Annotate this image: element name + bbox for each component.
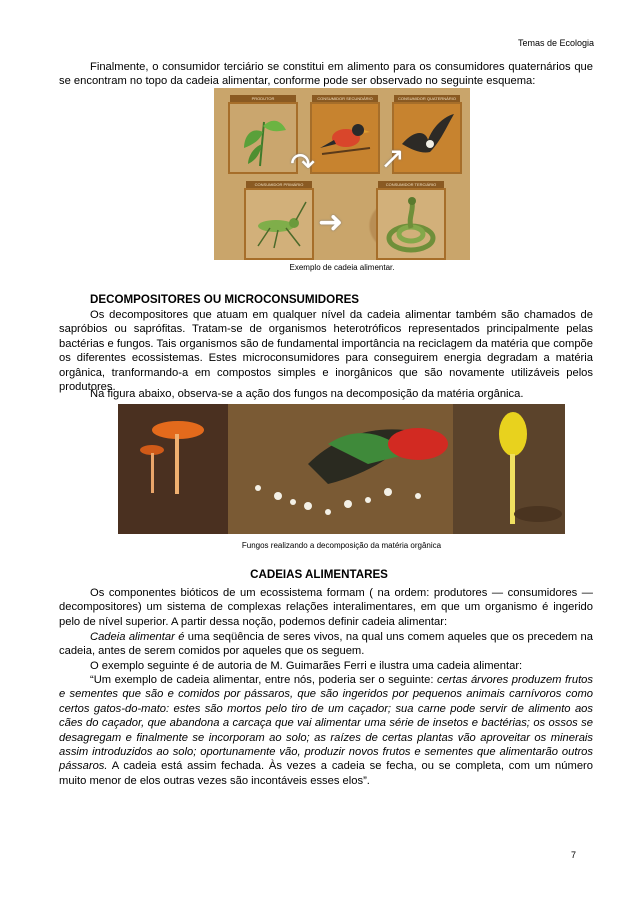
snake-icon — [378, 190, 444, 258]
producer-panel — [228, 96, 298, 174]
cadeia-term: Cadeia alimentar é — [90, 631, 185, 643]
quaternary-consumer-panel-label: CONSUMIDOR QUATERNÁRIO — [394, 95, 460, 102]
food-chain-figure — [214, 88, 470, 260]
producer-panel-label: PRODUTOR — [230, 95, 296, 102]
running-head: Temas de Ecologia — [517, 38, 594, 48]
section-heading-decompositores: DECOMPOSITORES OU MICROCONSUMIDORES — [90, 293, 360, 306]
figure2-caption: Fungos realizando a decomposição da matéria orgânica — [241, 541, 442, 550]
grasshopper-icon — [246, 190, 312, 258]
secondary-consumer-panel-label: CONSUMIDOR SECUNDÁRIO — [312, 95, 378, 102]
arrow-up-icon: ↗ — [380, 142, 406, 175]
primary-consumer-panel-label: CONSUMIDOR PRIMÁRIO — [246, 181, 312, 188]
secondary-consumer-panel — [310, 96, 380, 174]
fungi-illustration — [118, 404, 565, 534]
cadeia-definition: uma seqüência de seres vivos, na qual uns comem aqueles que os precedem na cadeia, antes de serem comidos por aqueles que os seguem. — [59, 631, 593, 658]
section-heading-cadeias: CADEIAS ALIMENTARES — [250, 568, 388, 581]
fungi-photo — [118, 404, 565, 534]
cadeia-definition-paragraph — [59, 630, 593, 659]
page-number: 7 — [571, 850, 577, 860]
tertiary-consumer-panel-label: CONSUMIDOR TERCIÁRIO — [378, 181, 444, 188]
cadeias-paragraph-1: Os componentes bióticos de um ecossistema formam ( na ordem: produtores — consumidores — decompositores) um sistema de complexas relações interalimentares, em que um organismo é ingerido pelo de nível superior. A partir dessa noção, podemos definir cadeia alimentar: — [59, 587, 593, 628]
arrow-right-icon: ↷ — [290, 148, 316, 181]
quote-italic: certas árvores produzem frutos e sementes que são e comidos por pássaros, que são ingeridos por pequenos animais carnívoros como certos gatos-do-mato: estes são mortos pelo tiro de um caçador; sua carne pode servir de alimento aos cães do caçador, que abandona a carcaça que vai alimentar uma série de insetos e bactérias; os ossos se desagregam e finalmente se incorporam ao solo; as raízes de certas plantas vão aproveitar os minerais assim introduzidos ao solo; oportunamente vão, produzir novos frutos e sementes que alimentarão outros pássaros. — [59, 674, 593, 773]
intro-paragraph: Finalmente, o consumidor terciário se constitui em alimento para os consumidores quaternários que se encontram no topo da cadeia alimentar, conforme pode ser observado no seguinte esquema: — [59, 61, 593, 88]
quote-end: A cadeia está assim fechada. Às vezes a cadeia se fecha, ou se completa, com um número muito menor de elos outras vezes são incontáveis esses elos”. — [59, 760, 593, 787]
quote-paragraph — [59, 673, 593, 788]
figure1-caption: Exemplo de cadeia alimentar. — [289, 263, 395, 272]
primary-consumer-panel — [244, 182, 314, 260]
example-intro-paragraph: O exemplo seguinte é de autoria de M. Guimarães Ferri e ilustra uma cadeia alimentar: — [90, 660, 523, 672]
fungi-intro-paragraph: Na figura abaixo, observa-se a ação dos fungos na decomposição da matéria orgânica. — [90, 388, 524, 400]
quote-start: “Um exemplo de cadeia alimentar, entre nós, poderia ser o seguinte: — [90, 674, 437, 686]
plant-icon — [230, 104, 296, 172]
tertiary-consumer-panel — [376, 182, 446, 260]
decompositores-paragraph: Os decompositores que atuam em qualquer nível da cadeia alimentar também são chamados de sapróbios ou saprófitas. Tratam-se de organismos heterotróficos representados principalmente pelas bactérias e fungos. Tais organismos são de fundamental importância na reciclagem da matéria que compõe os diferentes ecossistemas. Estes microconsumidores para conseguirem energia degradam a matéria orgânica, tranformando-a em compostos simples e inorgânicos que são novamente utilizáveis pelos produtores. — [59, 309, 593, 394]
arrow-right-icon: ➜ — [318, 206, 344, 239]
bird-icon — [312, 104, 378, 172]
